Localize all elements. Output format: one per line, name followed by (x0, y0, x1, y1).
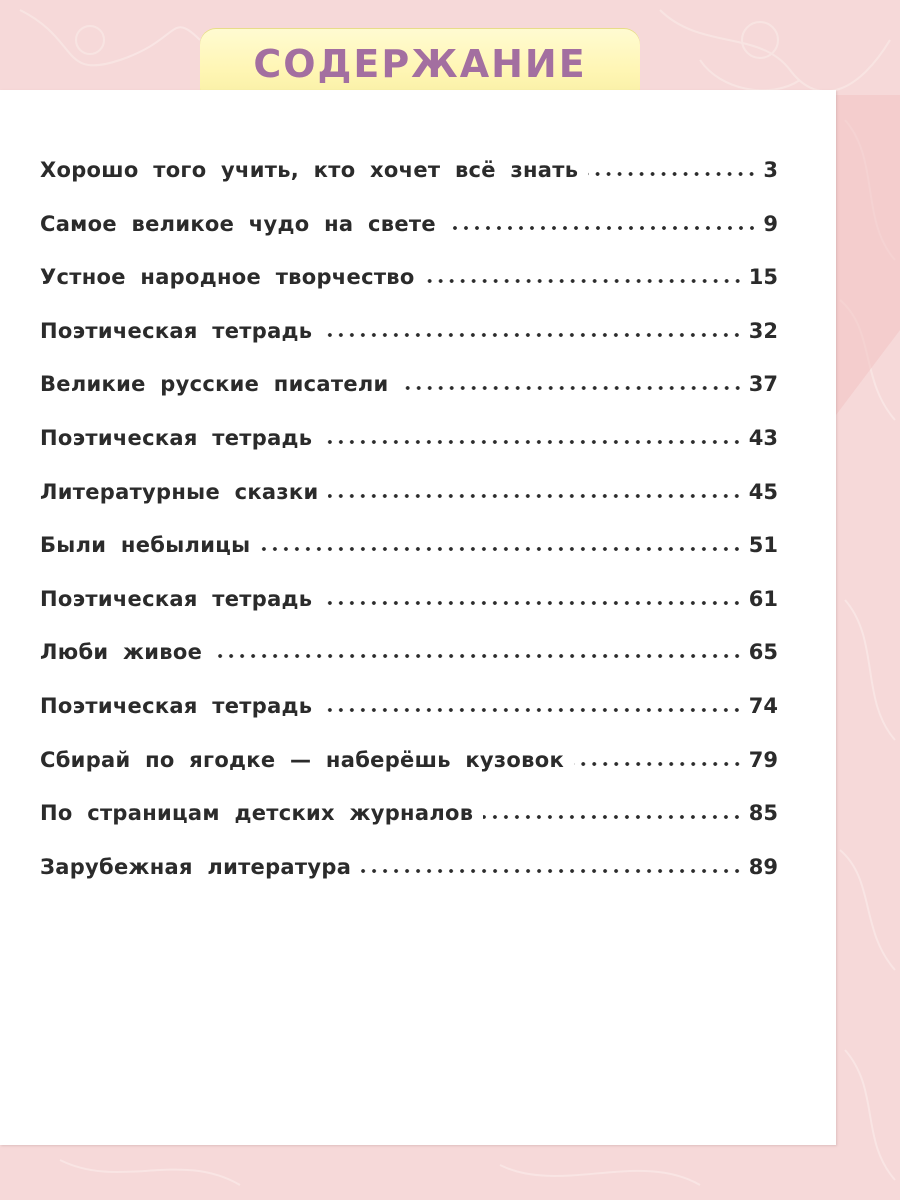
toc-entry (40, 847, 778, 901)
dot-leader (446, 226, 757, 230)
toc-entry-title: Устное народное творчество (40, 265, 415, 290)
toc-entry-title: Литературные сказки (40, 479, 319, 504)
toc-entry (40, 579, 778, 633)
toc-entry (40, 150, 778, 204)
dot-leader (260, 547, 742, 551)
dot-leader (322, 333, 742, 337)
dot-leader (483, 815, 742, 819)
toc-entry-page: 85 (748, 801, 778, 826)
toc-entry-page: 9 (763, 211, 778, 236)
toc-entry (40, 525, 778, 579)
toc-entry-page: 74 (748, 693, 778, 718)
toc-entry-page: 43 (748, 425, 778, 450)
toc-entry-title: Были небылицы (40, 533, 251, 558)
toc-entry-title: Самое великое чудо на свете (40, 211, 436, 236)
toc-entry (40, 364, 778, 418)
dot-leader (361, 869, 743, 873)
dot-leader (322, 601, 742, 605)
toc-entry-title: Хорошо того учить, кто хочет всё знать (40, 158, 579, 182)
dot-leader (322, 708, 742, 712)
toc-entry (40, 257, 778, 311)
dot-leader (328, 494, 742, 498)
toc-entry-title: Поэтическая тетрадь (40, 586, 313, 611)
toc-entry-page: 32 (748, 318, 778, 343)
toc-entry (40, 740, 778, 794)
toc-entry-page: 89 (748, 854, 778, 879)
toc-entry (40, 793, 778, 847)
dot-leader (212, 654, 743, 658)
toc-entry (40, 632, 778, 686)
dot-leader (574, 762, 743, 766)
toc-entry-title: Люби живое (40, 640, 203, 665)
toc-entry-page: 45 (748, 479, 778, 504)
toc-entry-page: 65 (748, 640, 778, 665)
toc-entry (40, 311, 778, 365)
dot-leader (322, 440, 742, 444)
toc-entry-page: 15 (748, 265, 778, 290)
toc-entry (40, 204, 778, 258)
toc-entry (40, 686, 778, 740)
toc-entry-title: Сбирай по ягодке — наберёшь кузовок (40, 747, 565, 772)
table-of-contents (40, 150, 778, 900)
toc-entry-page: 79 (748, 747, 778, 772)
page-title: СОДЕРЖАНИЕ (253, 42, 587, 86)
toc-entry-page: 3 (763, 158, 778, 182)
dot-leader (588, 172, 757, 176)
toc-entry-title: Поэтическая тетрадь (40, 693, 313, 718)
toc-entry-page: 61 (748, 586, 778, 611)
toc-entry-page: 37 (748, 372, 778, 397)
toc-entry-title: Великие русские писатели (40, 372, 389, 397)
toc-entry-title: По страницам детских журналов (40, 801, 474, 826)
dot-leader (399, 386, 743, 390)
toc-entry-title: Поэтическая тетрадь (40, 425, 313, 450)
toc-entry (40, 472, 778, 526)
dot-leader (425, 279, 743, 283)
toc-entry (40, 418, 778, 472)
toc-entry-page: 51 (748, 533, 778, 558)
toc-entry-title: Зарубежная литература (40, 854, 352, 879)
toc-entry-title: Поэтическая тетрадь (40, 318, 313, 343)
